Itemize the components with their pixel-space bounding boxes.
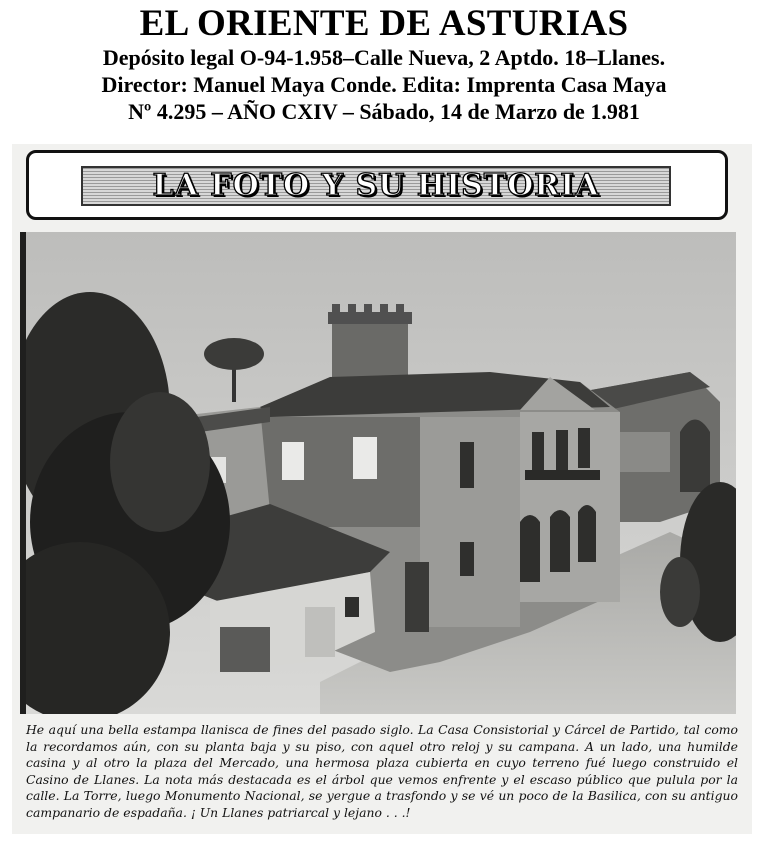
historic-photo [20,232,736,714]
section-title: LA FOTO Y SU HISTORIA [152,168,600,203]
newspaper-clipping [12,144,752,834]
masthead [0,4,768,125]
photo-caption: He aquí una bella estampa llanisca de fines del pasado siglo. La Casa Consistorial y Cárcel de Partido, tal como la recordamos aún, con su planta baja y su piso, con aquel otro reloj y su campana. A un lado, una humilde casina y al otro la plaza del Mercado, una hermosa plaza cubierta en cuyo terreno fué luego construido el Casino de Llanes. La nota más destacada es el árbol que vemos enfrente y el escaso público que pulula por la calle. La Torre, luego Monumento Nacional, se yergue a trasfondo y se vé un poco de la Basilica, con su antiguo campanario de espadaña. ¡ Un Llanes patriarcal y lejano . . .! [26,722,738,820]
issue-line: Nº 4.295 – AÑO CXIV – Sábado, 14 de Marzo de 1.981 [128,99,640,124]
newspaper-title: EL ORIENTE DE ASTURIAS [139,3,629,44]
legal-line: Depósito legal O-94-1.958–Calle Nueva, 2 Aptdo. 18–Llanes. [102,45,666,70]
director-line: Director: Manuel Maya Conde. Edita: Imprenta Casa Maya [101,72,667,97]
section-banner [26,150,728,220]
section-banner-plate [81,166,671,206]
photo-illustration [20,232,736,714]
